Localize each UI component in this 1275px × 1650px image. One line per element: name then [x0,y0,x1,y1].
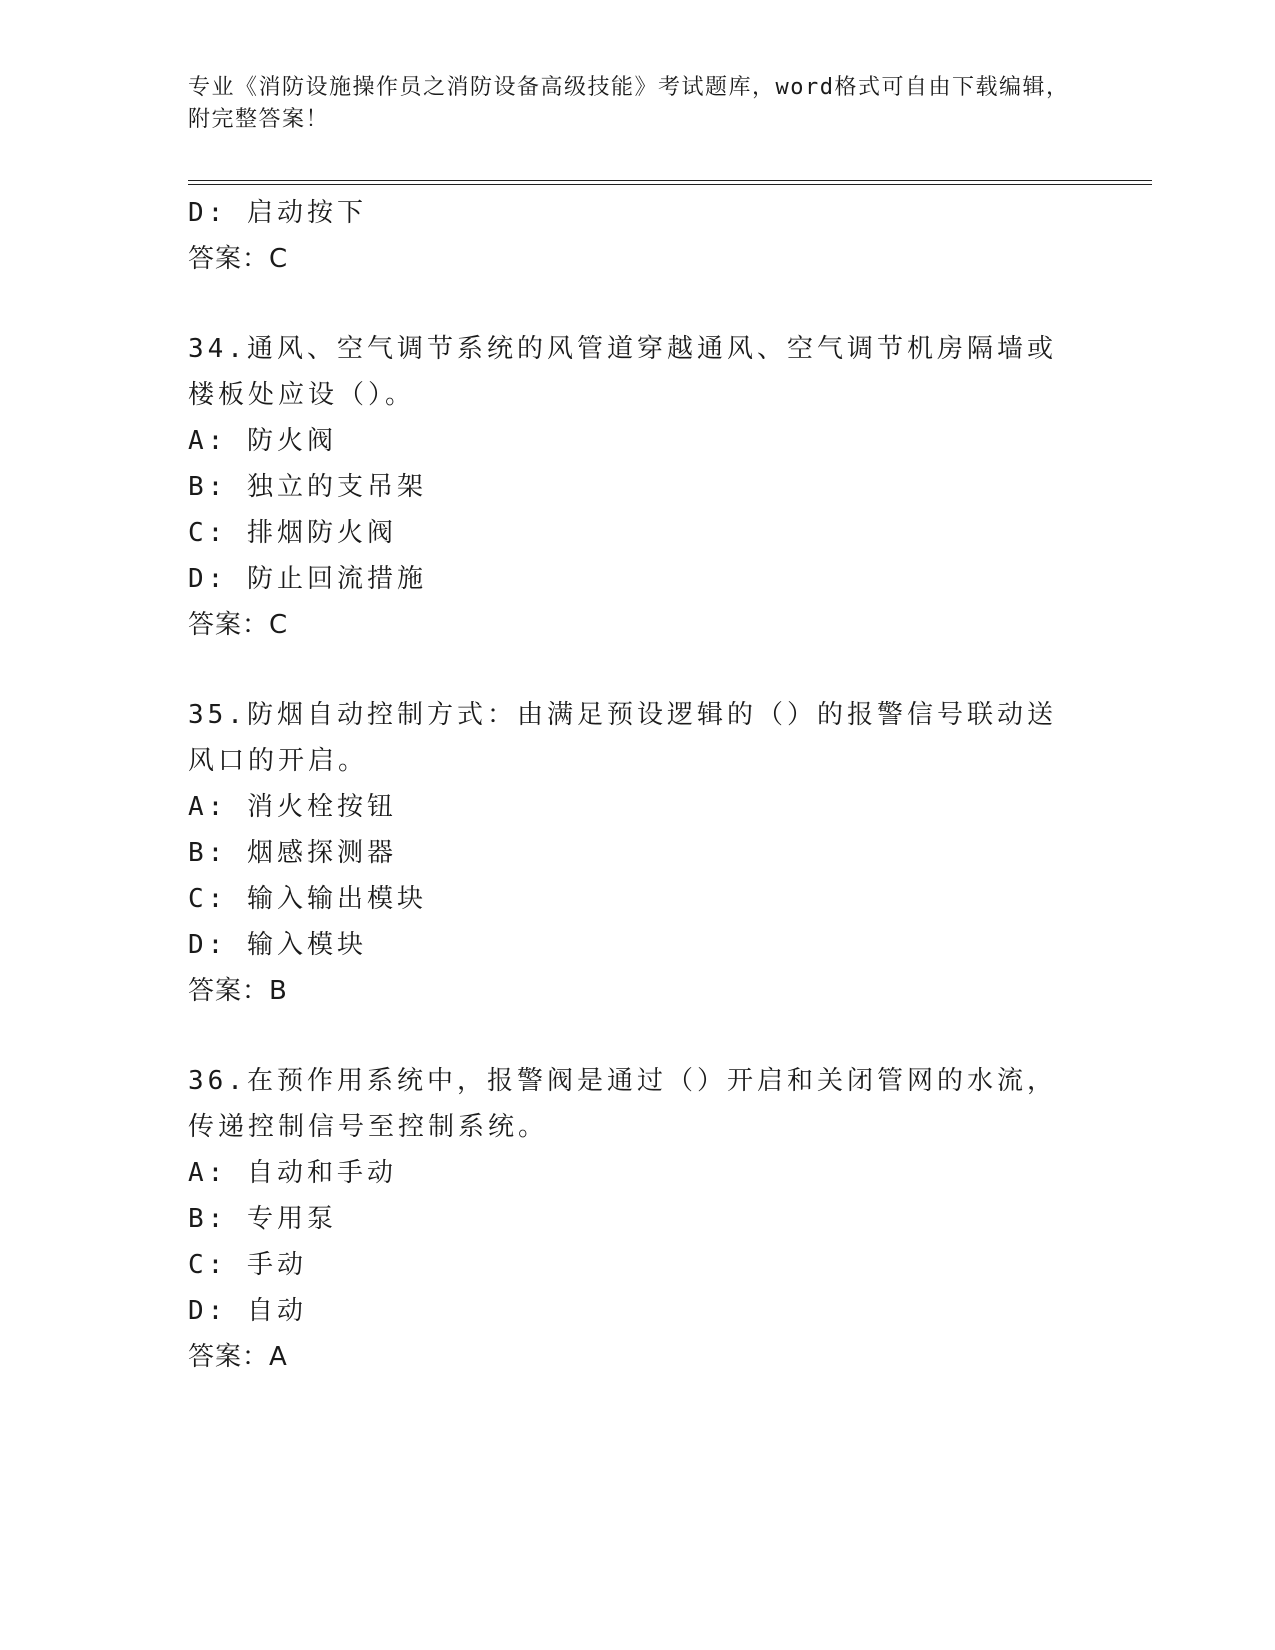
question-list [188,190,1088,1424]
option-a: A: 自动和手动 [188,1158,397,1188]
question-stem: 36.在预作用系统中，报警阀是通过（）开启和关闭管网的水流，传递控制信号至控制系统。 [188,1066,1057,1142]
option-d: D: 防止回流措施 [188,564,427,594]
document-header: 专业《消防设施操作员之消防设备高级技能》考试题库，word格式可自由下载编辑，附完整答案！ [188,75,1070,132]
option-a: A: 消火栓按钮 [188,792,397,822]
question-stem: 35.防烟自动控制方式：由满足预设逻辑的（）的报警信号联动送风口的开启。 [188,700,1057,776]
answer-line: 答案：C [188,610,289,640]
question-36 [188,1058,1088,1380]
question-35 [188,692,1088,1014]
option-b: B: 独立的支吊架 [188,472,427,502]
answer-line: 答案：C [188,244,289,274]
option-b: B: 烟感探测器 [188,838,397,868]
option-c: C: 手动 [188,1250,307,1280]
answer-line: 答案：A [188,1342,288,1372]
answer-line: 答案：B [188,976,288,1006]
header-divider-top [188,180,1152,181]
previous-question-tail [188,190,1088,282]
option-b: B: 专用泵 [188,1204,337,1234]
header-divider-bottom [188,184,1152,185]
question-stem: 34.通风、空气调节系统的风管道穿越通风、空气调节机房隔墙或楼板处应设（）。 [188,334,1057,410]
option-a: A: 防火阀 [188,426,337,456]
option-c: C: 输入输出模块 [188,884,427,914]
option-d: D: 启动按下 [188,198,367,228]
option-d: D: 输入模块 [188,930,367,960]
question-34 [188,326,1088,648]
option-d: D: 自动 [188,1296,307,1326]
option-c: C: 排烟防火阀 [188,518,397,548]
